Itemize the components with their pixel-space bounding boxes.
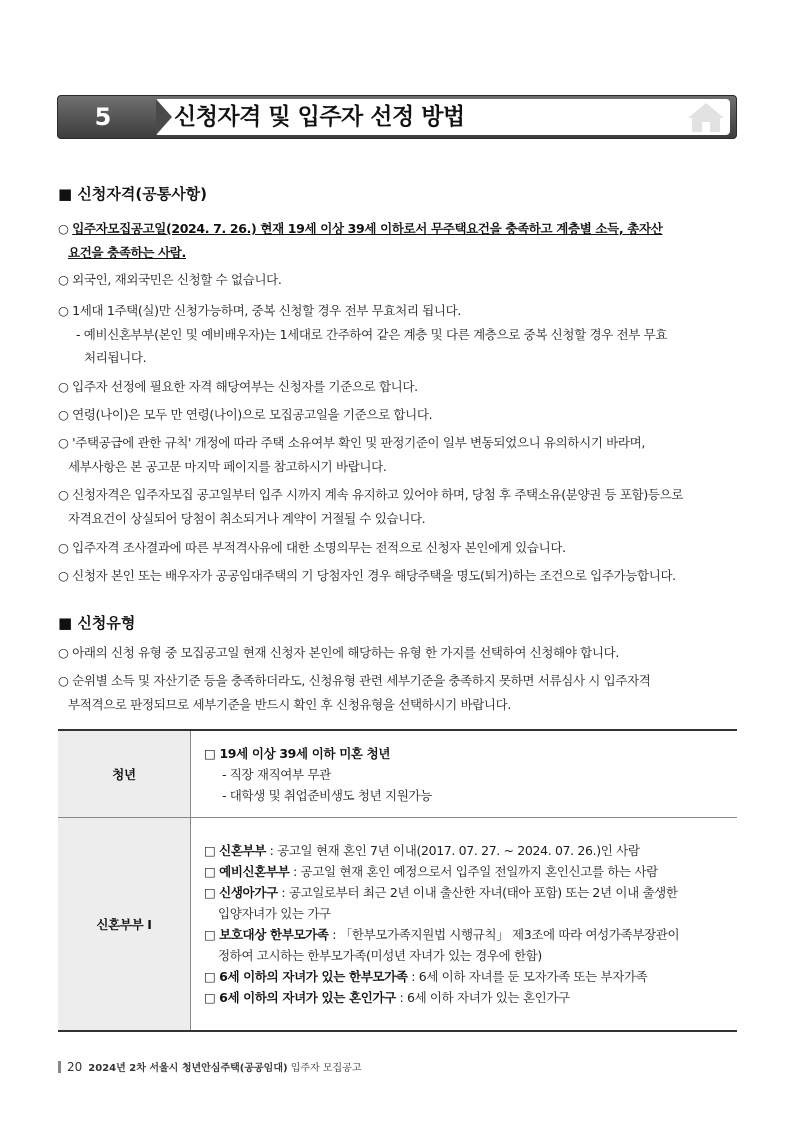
row-body-newlywed: [191, 818, 738, 1032]
row-body-youth: [191, 730, 738, 818]
desc: : 공고일 현재 혼인 예정으로서 입주일 전일까지 혼인신고를 하는 사람: [289, 864, 658, 879]
section-banner: [57, 95, 737, 139]
eligibility-line-6-wrap: 세부사항은 본 공고문 마지막 페이지를 참고하시기 바랍니다.: [68, 459, 387, 474]
page-footer: [58, 1059, 362, 1074]
application-type-table: [58, 729, 737, 1032]
youth-sub-2: - 대학생 및 취업준비생도 청년 지원가능: [222, 787, 432, 803]
desc: : 6세 이하 자녀를 둔 모자가족 또는 부자가족: [407, 969, 648, 984]
newlywed-item-3: [204, 882, 737, 903]
newlywed-item-1: [204, 840, 737, 861]
newlywed-item-6: [204, 987, 737, 1008]
page-number: 20: [67, 1060, 83, 1074]
footer-divider: [58, 1061, 61, 1073]
eligibility-line-1-wrap: [68, 243, 186, 261]
term: 6세 이하의 자녀가 있는 혼인가구: [219, 990, 396, 1005]
eligibility-key-requirement: 입주자모집공고일(2024. 7. 26.) 현재 19세 이상 39세 이하로서 무주택요건을 충족하고 계층별 소득, 총자산: [72, 221, 663, 236]
term: 신혼부부: [219, 843, 266, 858]
desc: : 「한부모가족지원법 시행규칙」 제3조에 따라 여성가족부장관이: [328, 927, 680, 942]
eligibility-line-5: ○ 연령(나이)은 모두 만 연령(나이)으로 모집공고일을 기준으로 합니다.: [58, 407, 433, 422]
row-label-youth: 청년: [58, 730, 191, 818]
term: 예비신혼부부: [219, 864, 290, 879]
eligibility-line-6: ○ '주택공급에 관한 규칙' 개정에 따라 주택 소유여부 확인 및 판정기준이 일부 변동되었으니 유의하시기 바라며,: [58, 435, 645, 450]
table-row: [58, 818, 737, 1032]
eligibility-line-7: ○ 신청자격은 입주자모집 공고일부터 입주 시까지 계속 유지하고 있어야 하며, 당첨 후 주택소유(분양권 등 포함)등으로: [58, 487, 684, 502]
checkbox-icon: □: [204, 885, 220, 900]
term: 6세 이하의 자녀가 있는 한부모가족: [219, 969, 408, 984]
eligibility-line-1: [58, 219, 662, 237]
checkbox-icon: □: [204, 843, 220, 858]
section-heading-types: ■ 신청유형: [58, 614, 136, 632]
desc: : 공고일 현재 혼인 7년 이내(2017. 07. 27. ~ 2024. 07. 26.)인 사람: [266, 843, 640, 858]
types-line-2-wrap: 부적격으로 판정되므로 세부기준을 반드시 확인 후 신청유형을 선택하시기 바랍니다.: [68, 697, 511, 712]
eligibility-line-3-sub-wrap: 처리됩니다.: [84, 350, 147, 365]
eligibility-line-3: ○ 1세대 1주택(실)만 신청가능하며, 중복 신청할 경우 전부 무효처리 됩니다.: [58, 303, 461, 318]
bullet: ○: [58, 221, 73, 236]
types-line-2: ○ 순위별 소득 및 자산기준 등을 충족하더라도, 신청유형 관련 세부기준을 충족하지 못하면 서류심사 시 입주자격: [58, 673, 651, 688]
eligibility-line-2: ○ 외국인, 재외국민은 신청할 수 없습니다.: [58, 272, 282, 287]
newlywed-item-5: [204, 966, 737, 987]
eligibility-line-8: ○ 입주자격 조사결과에 따른 부적격사유에 대한 소명의무는 전적으로 신청자 본인에게 있습니다.: [58, 540, 566, 555]
types-line-1: ○ 아래의 신청 유형 중 모집공고일 현재 신청자 본인에 해당하는 유형 한 가지를 선택하여 신청해야 합니다.: [58, 645, 619, 660]
checkbox-icon: □: [204, 927, 220, 942]
footer-doc-title: 2024년 2차 서울시 청년안심주택(공공임대): [88, 1063, 288, 1074]
checkbox-icon: □: [204, 864, 220, 879]
newlywed-item-4: [204, 924, 737, 945]
section-number: 5: [94, 103, 112, 131]
desc: : 6세 이하 자녀가 있는 혼인가구: [395, 990, 570, 1005]
footer-doc-suffix: 입주자 모집공고: [287, 1063, 362, 1074]
term: 신생아가구: [219, 885, 278, 900]
newlywed-item-3-wrap: 입양자녀가 있는 가구: [218, 906, 331, 921]
eligibility-line-4: ○ 입주자 선정에 필요한 자격 해당여부는 신청자를 기준으로 합니다.: [58, 379, 418, 394]
youth-sub-1: - 직장 재직여부 무관: [222, 766, 331, 782]
term: 보호대상 한부모가족: [219, 927, 329, 942]
table-row: [58, 730, 737, 818]
eligibility-key-requirement-cont: 요건을 충족하는 사람.: [68, 245, 186, 260]
youth-criteria: □ 19세 이상 39세 이하 미혼 청년: [204, 745, 391, 761]
eligibility-line-9: ○ 신청자 본인 또는 배우자가 공공임대주택의 기 당첨자인 경우 해당주택을 명도(퇴거)하는 조건으로 입주가능합니다.: [58, 568, 676, 583]
section-heading-eligibility: ■ 신청자격(공통사항): [58, 185, 208, 203]
checkbox-icon: □: [204, 990, 220, 1005]
desc: : 공고일로부터 최근 2년 이내 출산한 자녀(태아 포함) 또는 2년 이내 출생한: [277, 885, 678, 900]
row-label-newlywed: 신혼부부 I: [58, 818, 191, 1032]
page-title: 신청자격 및 입주자 선정 방법: [174, 104, 465, 130]
eligibility-line-3-sub: - 예비신혼부부(본인 및 예비배우자)는 1세대로 간주하여 같은 계층 및 다른 계층으로 중복 신청할 경우 전부 무효: [76, 327, 668, 342]
newlywed-item-4-wrap: 정하여 고시하는 한부모가족(미성년 자녀가 있는 경우에 한함): [218, 948, 542, 963]
checkbox-icon: □: [204, 969, 220, 984]
chevron-right-icon: [156, 99, 172, 135]
home-icon: [686, 100, 726, 134]
eligibility-line-7-wrap: 자격요건이 상실되어 당첨이 취소되거나 계약이 거절될 수 있습니다.: [68, 511, 426, 526]
newlywed-item-2: [204, 861, 737, 882]
